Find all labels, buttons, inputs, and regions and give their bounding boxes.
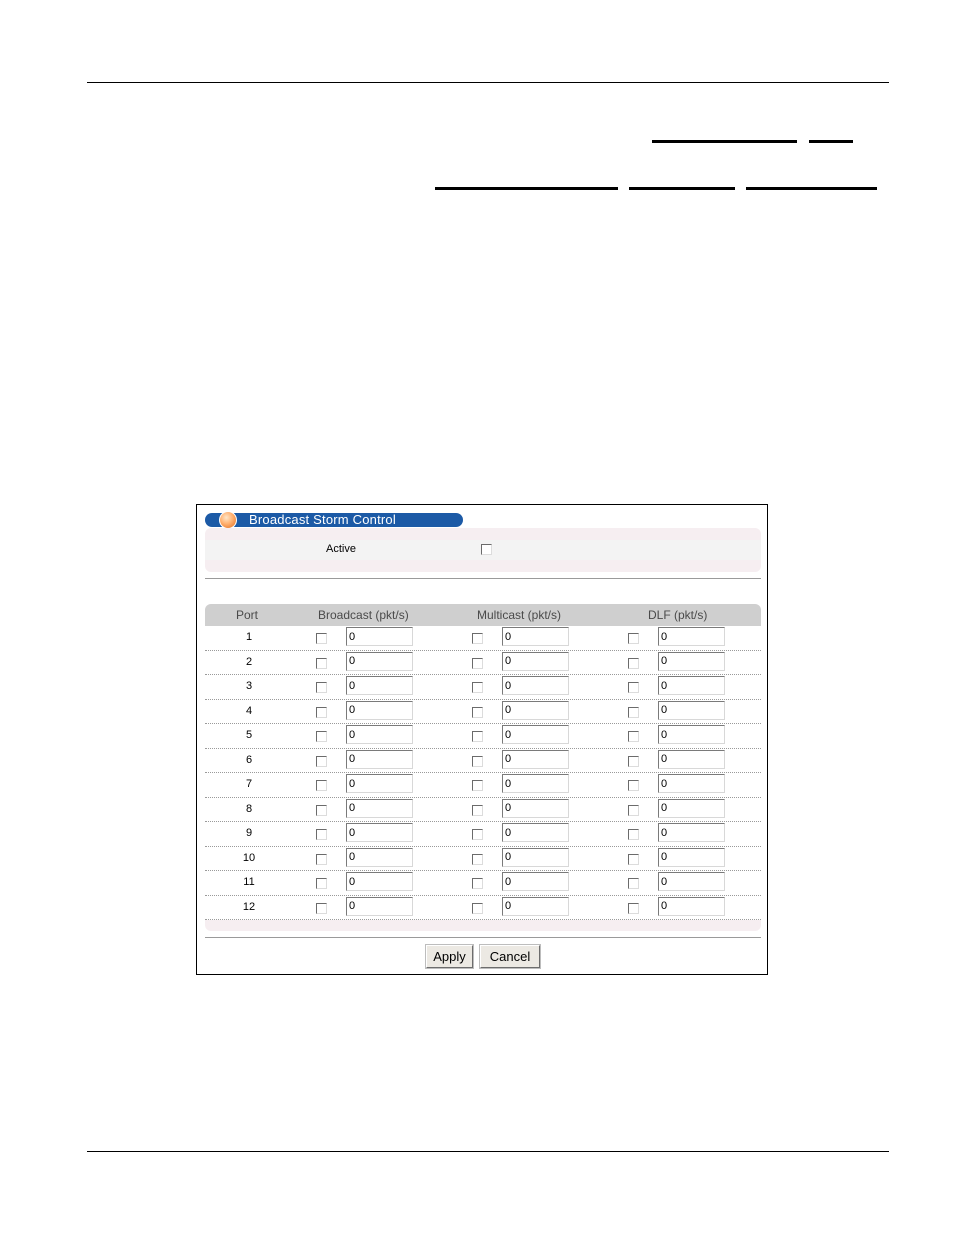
dlf-checkbox[interactable] (628, 756, 639, 767)
multicast-rate-input[interactable] (502, 652, 569, 671)
table-row (205, 798, 761, 823)
multicast-rate-input[interactable] (502, 872, 569, 891)
divider (205, 578, 761, 579)
port-number: 2 (245, 655, 253, 668)
header-multicast: Multicast (pkt/s) (477, 608, 562, 622)
dlf-checkbox[interactable] (628, 682, 639, 693)
storm-control-table (205, 604, 761, 931)
broadcast-checkbox[interactable] (316, 756, 327, 767)
dlf-checkbox[interactable] (628, 707, 639, 718)
dlf-rate-input[interactable] (658, 627, 725, 646)
table-row (205, 724, 761, 749)
multicast-checkbox[interactable] (472, 805, 483, 816)
table-header (205, 604, 761, 626)
multicast-rate-input[interactable] (502, 676, 569, 695)
dlf-rate-input[interactable] (658, 799, 725, 818)
cancel-button[interactable]: Cancel (480, 945, 540, 968)
port-number: 5 (245, 729, 253, 741)
multicast-rate-input[interactable] (502, 897, 569, 916)
port-number: 7 (245, 778, 253, 790)
dlf-rate-input[interactable] (658, 701, 725, 720)
broadcast-rate-input[interactable] (346, 627, 413, 646)
active-checkbox[interactable] (481, 544, 492, 555)
broadcast-checkbox[interactable] (316, 903, 327, 914)
dlf-rate-input[interactable] (658, 676, 725, 695)
broadcast-rate-input[interactable] (346, 676, 413, 695)
header-port: Port (236, 608, 259, 622)
dlf-rate-input[interactable] (658, 897, 725, 916)
multicast-checkbox[interactable] (472, 658, 483, 669)
dlf-rate-input[interactable] (658, 872, 725, 891)
table-row (205, 675, 761, 700)
multicast-rate-input[interactable] (502, 823, 569, 842)
dlf-checkbox[interactable] (628, 780, 639, 791)
multicast-checkbox[interactable] (472, 780, 483, 791)
port-number: 4 (245, 704, 253, 717)
dlf-checkbox[interactable] (628, 903, 639, 914)
broadcast-checkbox[interactable] (316, 854, 327, 865)
dlf-rate-input[interactable] (658, 823, 725, 842)
port-number: 10 (242, 851, 256, 864)
broadcast-checkbox[interactable] (316, 707, 327, 718)
broadcast-rate-input[interactable] (346, 823, 413, 842)
bottom-rule (87, 1151, 889, 1152)
multicast-checkbox[interactable] (472, 731, 483, 742)
port-number: 9 (245, 827, 253, 839)
broadcast-rate-input[interactable] (346, 750, 413, 769)
header-dlf: DLF (pkt/s) (648, 608, 708, 622)
broadcast-rate-input[interactable] (346, 848, 413, 867)
panel-title: Broadcast Storm Control (249, 512, 396, 527)
table-row (205, 822, 761, 847)
dlf-rate-input[interactable] (658, 725, 725, 744)
multicast-rate-input[interactable] (502, 627, 569, 646)
table-row (205, 651, 761, 676)
broadcast-rate-input[interactable] (346, 725, 413, 744)
broadcast-checkbox[interactable] (316, 658, 327, 669)
multicast-checkbox[interactable] (472, 878, 483, 889)
port-number: 3 (245, 680, 253, 692)
broadcast-checkbox[interactable] (316, 682, 327, 693)
header-broadcast: Broadcast (pkt/s) (318, 608, 409, 622)
broadcast-checkbox[interactable] (316, 731, 327, 742)
multicast-checkbox[interactable] (472, 829, 483, 840)
broadcast-rate-input[interactable] (346, 872, 413, 891)
multicast-rate-input[interactable] (502, 725, 569, 744)
port-number: 8 (245, 802, 253, 815)
apply-button[interactable]: Apply (426, 945, 473, 968)
dlf-rate-input[interactable] (658, 750, 725, 769)
broadcast-rate-input[interactable] (346, 701, 413, 720)
redacted-bar (746, 187, 877, 190)
table-row (205, 626, 761, 651)
multicast-checkbox[interactable] (472, 854, 483, 865)
redacted-bar (435, 187, 618, 190)
multicast-rate-input[interactable] (502, 701, 569, 720)
multicast-rate-input[interactable] (502, 750, 569, 769)
multicast-rate-input[interactable] (502, 774, 569, 793)
port-number: 6 (245, 753, 253, 766)
multicast-checkbox[interactable] (472, 707, 483, 718)
dlf-checkbox[interactable] (628, 805, 639, 816)
broadcast-checkbox[interactable] (316, 780, 327, 791)
table-row (205, 847, 761, 872)
orb-icon (219, 511, 237, 529)
multicast-rate-input[interactable] (502, 848, 569, 867)
panel-title-bar (205, 513, 463, 527)
redacted-bar (652, 140, 797, 143)
multicast-checkbox[interactable] (472, 756, 483, 767)
broadcast-rate-input[interactable] (346, 799, 413, 818)
dlf-checkbox[interactable] (628, 854, 639, 865)
table-row (205, 896, 761, 921)
top-rule (87, 82, 889, 83)
redacted-bar (809, 140, 853, 143)
broadcast-rate-input[interactable] (346, 774, 413, 793)
dlf-checkbox[interactable] (628, 829, 639, 840)
table-row (205, 749, 761, 774)
multicast-checkbox[interactable] (472, 682, 483, 693)
port-number: 12 (242, 900, 256, 913)
table-row (205, 773, 761, 798)
multicast-checkbox[interactable] (472, 903, 483, 914)
broadcast-checkbox[interactable] (316, 878, 327, 889)
active-setting (205, 528, 761, 572)
dlf-checkbox[interactable] (628, 731, 639, 742)
broadcast-checkbox[interactable] (316, 829, 327, 840)
broadcast-rate-input[interactable] (346, 652, 413, 671)
port-number: 1 (245, 631, 253, 643)
multicast-rate-input[interactable] (502, 799, 569, 818)
redacted-bar (629, 187, 735, 190)
table-row (205, 700, 761, 725)
table-row (205, 871, 761, 896)
port-number: 11 (243, 876, 255, 888)
storm-control-panel (196, 504, 768, 975)
divider (205, 937, 761, 938)
dlf-rate-input[interactable] (658, 652, 725, 671)
broadcast-checkbox[interactable] (316, 805, 327, 816)
dlf-checkbox[interactable] (628, 658, 639, 669)
dlf-checkbox[interactable] (628, 878, 639, 889)
dlf-checkbox[interactable] (628, 633, 639, 644)
multicast-checkbox[interactable] (472, 633, 483, 644)
broadcast-checkbox[interactable] (316, 633, 327, 644)
broadcast-rate-input[interactable] (346, 897, 413, 916)
dlf-rate-input[interactable] (658, 774, 725, 793)
dlf-rate-input[interactable] (658, 848, 725, 867)
active-label: Active (326, 543, 356, 555)
